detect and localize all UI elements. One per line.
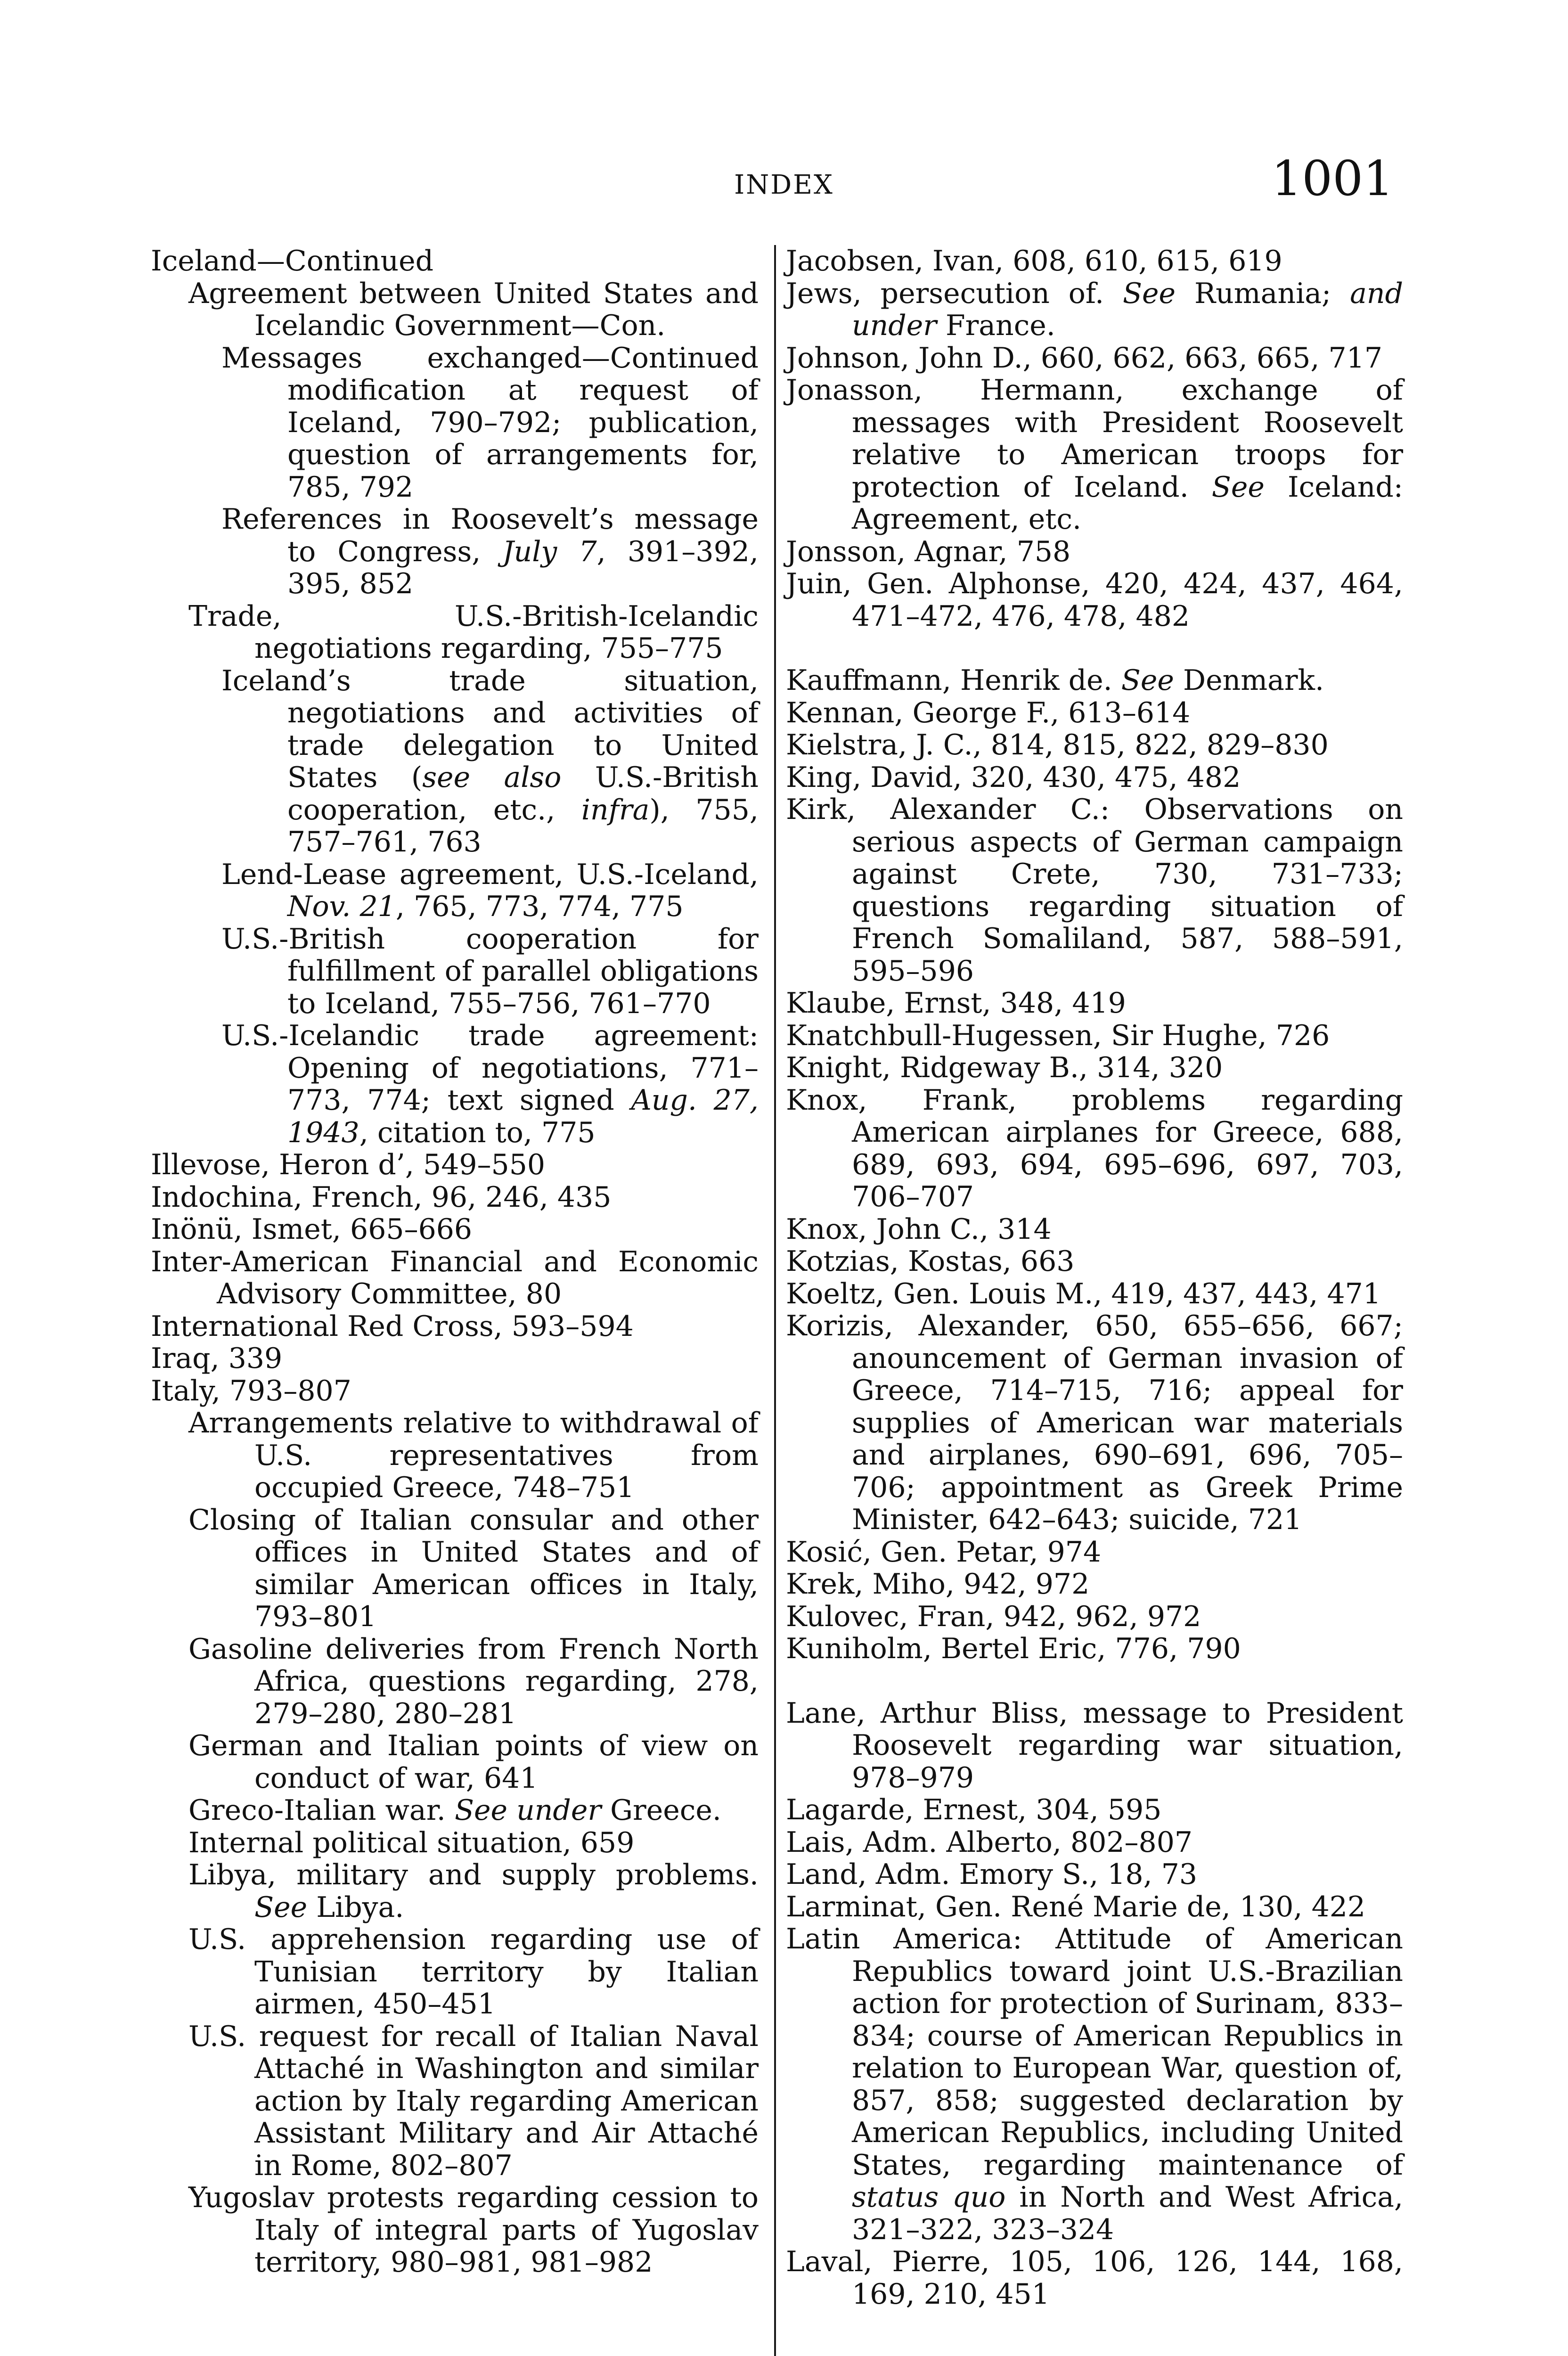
index-entry <box>786 1794 1403 1826</box>
index-subentry <box>151 1827 759 1859</box>
index-entry <box>786 1697 1403 1794</box>
index-entry <box>786 2246 1403 2310</box>
entry-text: Gasoline deliveries from French North Africa, questions regarding, 278, 279–280, 280–281 <box>188 1632 759 1730</box>
index-entry <box>151 1375 759 1407</box>
index-subentry <box>151 1504 759 1633</box>
entry-text: Libya. <box>307 1890 404 1924</box>
entry-text: See <box>1121 664 1174 697</box>
entry-text: Larminat, Gen. René Marie de, 130, 422 <box>786 1890 1366 1923</box>
entry-text: Iceland’s trade situation, negotiations and activities of trade delegation to United States ( <box>221 664 759 794</box>
index-subentry <box>151 2021 759 2182</box>
index-entry <box>151 1310 759 1343</box>
entry-text: Juin, Gen. Alphonse, 420, 424, 437, 464, 471–472, 476, 478, 482 <box>786 567 1403 633</box>
index-entry <box>786 1084 1403 1213</box>
index-entry <box>786 664 1403 697</box>
entry-text: , 765, 773, 774, 775 <box>395 890 684 923</box>
entry-text: Knight, Ridgeway B., 314, 320 <box>786 1051 1223 1084</box>
page-number: 1001 <box>1271 151 1394 207</box>
entry-text: Kosić, Gen. Petar, 974 <box>786 1535 1102 1569</box>
index-subentry <box>151 1407 759 1504</box>
entry-text: Kuniholm, Bertel Eric, 776, 790 <box>786 1632 1241 1665</box>
index-entry <box>786 1310 1403 1536</box>
entry-text: Kirk, Alexander C.: Observations on serious aspects of German campaign against Crete, 730, 731–733; questions regarding situation of French Somaliland, 587, 588–591, 595–596 <box>786 793 1403 988</box>
entry-text: U.S.-Icelandic trade agreement: Opening of negotiations, 771–773, 774; text signed <box>221 1019 759 1117</box>
index-entry <box>786 1568 1403 1601</box>
index-entry <box>786 1891 1403 1923</box>
entry-text: Land, Adm. Emory S., 18, 73 <box>786 1858 1198 1891</box>
entry-text: German and Italian points of view on conduct of war, 641 <box>188 1729 759 1795</box>
entry-text: status quo <box>852 2181 1006 2214</box>
index-entry <box>151 1181 759 1214</box>
entry-text: Jonsson, Agnar, 758 <box>786 535 1071 568</box>
letter-group-gap <box>786 632 1403 664</box>
entry-text: Kielstra, J. C., 814, 815, 822, 829–830 <box>786 728 1329 761</box>
entry-text: Knox, John C., 314 <box>786 1212 1052 1246</box>
index-entry <box>786 1213 1403 1246</box>
index-entry <box>151 245 759 278</box>
entry-text: in North and West Africa, 321–322, 323–324 <box>852 2181 1404 2246</box>
entry-text: Knox, Frank, problems regarding American airplanes for Greece, 688, 689, 693, 694, 695–696, 697, 703, 706–707 <box>786 1083 1403 1213</box>
entry-text: Arrangements relative to withdrawal of U.S. representatives from occupied Greece, 748–751 <box>188 1407 759 1504</box>
entry-text: Agreement between United States and Icelandic Government—Con. <box>188 277 759 342</box>
entry-text: infra <box>581 793 650 826</box>
running-head: INDEX <box>734 170 834 200</box>
entry-text: See under <box>454 1794 602 1827</box>
index-entry <box>786 1052 1403 1084</box>
index-entry <box>786 729 1403 761</box>
index-subentry <box>151 1859 759 1923</box>
index-subentry <box>151 1730 759 1794</box>
entry-text: See <box>1211 470 1265 504</box>
entry-text: Libya, military and supply problems. <box>188 1858 759 1891</box>
entry-text: See <box>254 1890 308 1924</box>
entry-text: Klaube, Ernst, 348, 419 <box>786 987 1126 1020</box>
entry-text: Laval, Pierre, 105, 106, 126, 144, 168, 169, 210, 451 <box>786 2245 1403 2311</box>
entry-text: and under <box>852 277 1403 342</box>
index-entry <box>786 1923 1403 2246</box>
index-entry <box>786 1536 1403 1569</box>
entry-text: Closing of Italian consular and other offices in United States and of similar American offices in Italy, 793–801 <box>188 1503 759 1633</box>
entry-text: Nov. 21 <box>287 890 396 923</box>
column-divider <box>774 245 776 2356</box>
index-entry <box>786 278 1403 342</box>
index-entry <box>786 794 1403 987</box>
entry-text: Kotzias, Kostas, 663 <box>786 1245 1075 1278</box>
index-subentry <box>151 1020 759 1149</box>
entry-text: See <box>1122 277 1176 310</box>
entry-text: Knatchbull-Hugessen, Sir Hughe, 726 <box>786 1019 1330 1052</box>
entry-text: Kauffmann, Henrik de. <box>786 664 1121 697</box>
entry-text: Inter-American Financial and Economic Advisory Committee, 80 <box>151 1245 759 1310</box>
entry-text: Messages exchanged—Continued modification at request of Iceland, 790–792; publication, question of arrangements for, 785, 792 <box>221 341 759 504</box>
index-subentry <box>151 2182 759 2279</box>
entry-text: Jonasson, Hermann, exchange of messages with President Roosevelt relative to American troops for protection of Iceland. <box>786 374 1403 504</box>
entry-text: Yugoslav protests regarding cession to Italy of integral parts of Yugoslav territory, 980–981, 981–982 <box>188 2181 759 2279</box>
index-entry <box>786 1826 1403 1859</box>
index-entry <box>151 1342 759 1375</box>
entry-text: , citation to, 775 <box>359 1116 596 1149</box>
index-subentry <box>151 859 759 923</box>
entry-text: King, David, 320, 430, 475, 482 <box>786 761 1241 794</box>
entry-text: Lais, Adm. Alberto, 802–807 <box>786 1825 1193 1859</box>
entry-text: Iceland—Continued <box>151 245 433 278</box>
entry-text: Jacobsen, Ivan, 608, 610, 615, 619 <box>786 245 1282 278</box>
index-entry <box>786 761 1403 794</box>
index-entry <box>786 1858 1403 1891</box>
entry-text: Koeltz, Gen. Louis M., 419, 437, 443, 471 <box>786 1277 1381 1310</box>
entry-text: Inönü, Ismet, 665–666 <box>151 1213 473 1246</box>
entry-text: Lagarde, Ernest, 304, 595 <box>786 1793 1162 1826</box>
entry-text: Greece. <box>601 1794 721 1827</box>
entry-text: Jews, persecution of. <box>786 277 1123 310</box>
entry-text: Kennan, George F., 613–614 <box>786 696 1191 729</box>
entry-text: Latin America: Attitude of American Republics toward joint U.S.-Brazilian action for protection of Surinam, 833–834; course of American Republics in relation to European War, question of, 857, 858; suggested declaration by American Republics, including United States, regarding maintenance of <box>786 1922 1403 2182</box>
entry-text: U.S.-British cooperation for fulfillment of parallel obligations to Iceland, 755–756, 761–770 <box>221 922 759 1020</box>
index-subentry <box>151 1794 759 1827</box>
index-entry <box>151 1149 759 1181</box>
entry-text: see also <box>422 761 562 794</box>
entry-text: Krek, Miho, 942, 972 <box>786 1568 1090 1601</box>
entry-text: Lane, Arthur Bliss, message to President Roosevelt regarding war situation, 978–979 <box>786 1696 1403 1794</box>
entry-text: Internal political situation, 659 <box>188 1826 635 1859</box>
entry-text: Trade, U.S.-British-Icelandic negotiations regarding, 755–775 <box>188 599 759 665</box>
entry-text: Iceland: Agreement, etc. <box>852 470 1403 536</box>
index-entry <box>786 1020 1403 1052</box>
entry-text: Illevose, Heron d’, 549–550 <box>151 1148 546 1181</box>
entry-text: U.S. request for recall of Italian Naval Attaché in Washington and similar action by Italy regarding American Assistant Military and Air Attaché in Rome, 802–807 <box>188 2020 759 2182</box>
entry-text: Rumania; <box>1176 277 1350 310</box>
entry-text: Johnson, John D., 660, 662, 663, 665, 717 <box>786 341 1383 375</box>
entry-text: Greco-Italian war. <box>188 1794 455 1827</box>
index-subentry <box>151 1633 759 1730</box>
index-entry <box>786 1633 1403 1665</box>
index-column-right <box>786 245 1403 2310</box>
index-subentry <box>151 600 759 665</box>
index-entry <box>786 1601 1403 1633</box>
letter-group-gap <box>786 1665 1403 1697</box>
index-entry <box>786 987 1403 1020</box>
entry-text: Korizis, Alexander, 650, 655–656, 667; anouncement of German invasion of Greece, 714–715, 716; appeal for supplies of American war materials and airplanes, 690–691, 696, 705–706; appointment as Greek Prime Minister, 642–643; suicide, 721 <box>786 1309 1403 1536</box>
index-entry <box>786 697 1403 729</box>
entry-text: U.S.-British cooperation, etc., <box>287 761 759 826</box>
index-column-left <box>151 245 759 2279</box>
index-entry <box>151 1213 759 1246</box>
entry-text: ), 755, 757–761, 763 <box>287 793 759 859</box>
index-entry <box>786 374 1403 536</box>
entry-text: Kulovec, Fran, 942, 962, 972 <box>786 1600 1201 1633</box>
index-subentry <box>151 503 759 600</box>
index-subentry <box>151 342 759 504</box>
index-subentry <box>151 923 759 1020</box>
entry-text: Aug. 27, 1943 <box>287 1084 759 1149</box>
entry-text: International Red Cross, 593–594 <box>151 1309 634 1343</box>
index-entry <box>786 342 1403 375</box>
index-entry <box>151 1246 759 1310</box>
index-entry <box>786 536 1403 568</box>
index-entry <box>786 1278 1403 1310</box>
entry-text: Lend-Lease agreement, U.S.-Iceland, <box>221 858 759 891</box>
entry-text: References in Roosevelt’s message to Congress, <box>221 503 759 568</box>
entry-text: , 391–392, 395, 852 <box>287 535 759 600</box>
index-subentry <box>151 278 759 342</box>
page-header <box>0 0 1568 226</box>
entry-text: July 7 <box>502 535 597 568</box>
index-entry <box>786 1245 1403 1278</box>
index-entry <box>786 245 1403 278</box>
entry-text: Italy, 793–807 <box>151 1374 351 1407</box>
index-subentry <box>151 1923 759 2021</box>
index-subentry <box>151 665 759 859</box>
entry-text: Iraq, 339 <box>151 1342 283 1375</box>
entry-text: U.S. apprehension regarding use of Tunisian territory by Italian airmen, 450–451 <box>188 1923 759 2021</box>
entry-text: Denmark. <box>1174 664 1324 697</box>
index-entry <box>786 568 1403 632</box>
entry-text: Indochina, French, 96, 246, 435 <box>151 1180 612 1214</box>
entry-text: France. <box>936 309 1055 342</box>
